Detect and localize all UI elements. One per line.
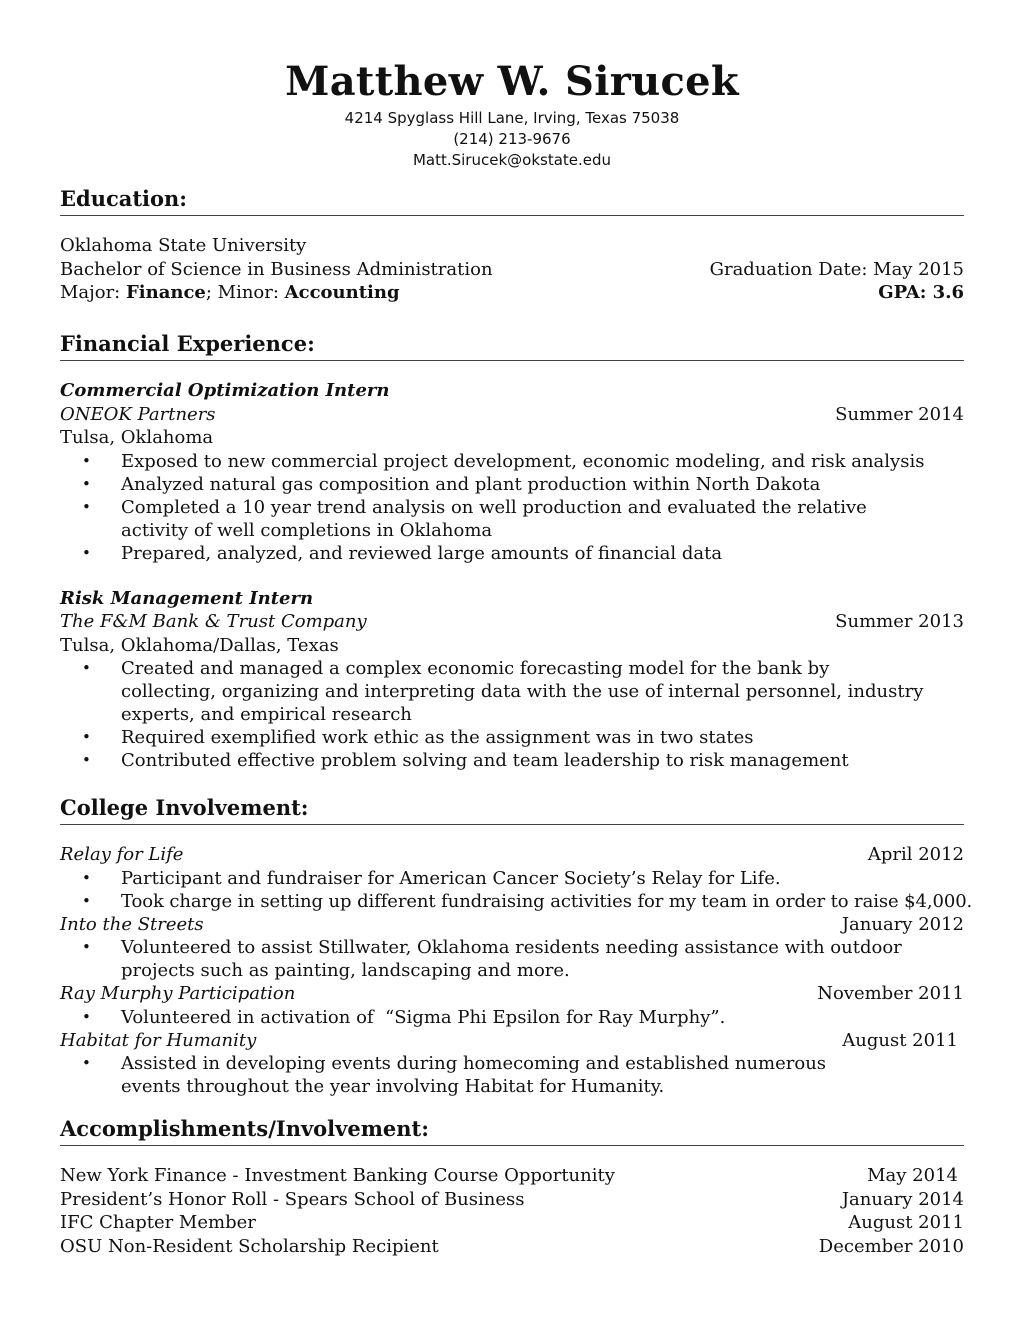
- job-date: Summer 2014: [835, 403, 964, 425]
- job-entry: [60, 587, 964, 773]
- list-item: • Analyzed natural gas composition and plant production within North Dakota: [60, 473, 964, 496]
- list-item: • Assisted in developing events during homecoming and established numerous events throughout the year involving Habitat for Humanity.: [60, 1052, 964, 1098]
- list-item: • Participant and fundraiser for American Cancer Society’s Relay for Life.: [60, 867, 964, 890]
- job-company-row: [60, 610, 964, 634]
- job-date: Summer 2013: [835, 611, 964, 632]
- job-title: Commercial Optimization Intern: [60, 380, 390, 401]
- accomplishment-name: New York Finance - Investment Banking Course Opportunity: [60, 1165, 615, 1186]
- accomplishments-heading: Accomplishments/Involvement:: [60, 1115, 964, 1146]
- activity-row: [60, 982, 964, 1006]
- accomplishment-date: August 2011: [848, 1212, 964, 1233]
- school-name: Oklahoma State University: [60, 235, 307, 256]
- accomplishment-date: December 2010: [818, 1235, 964, 1257]
- accomplishments-section: [60, 1115, 964, 1258]
- college-section: [60, 794, 973, 1098]
- minor-label: ; Minor:: [205, 282, 285, 303]
- accomplishment-row: [60, 1211, 964, 1235]
- resume-header: [0, 56, 1024, 171]
- job-title: Risk Management Intern: [60, 587, 314, 609]
- activity-date: November 2011: [817, 983, 964, 1004]
- minor: Accounting: [284, 282, 400, 303]
- activity-bullets: [60, 867, 973, 913]
- degree: Bachelor of Science in Business Administration: [60, 258, 493, 280]
- gpa: GPA: 3.6: [878, 282, 964, 303]
- degree-row: [60, 258, 964, 282]
- accomplishment-row: [60, 1235, 964, 1259]
- activity-row: [60, 1029, 964, 1053]
- address: 4214 Spyglass Hill Lane, Irving, Texas 75038: [344, 109, 680, 127]
- accomplishment-row: [60, 1164, 964, 1188]
- major-minor: [60, 281, 400, 305]
- education-heading: Education:: [60, 185, 964, 216]
- education-section: [60, 185, 964, 305]
- list-item: • Created and managed a complex economic forecasting model for the bank by collecting, organizing and interpreting data with the use of internal personnel, industry experts, and empirical research: [60, 657, 964, 726]
- spacer: [60, 565, 964, 587]
- activity-date: August 2011: [842, 1029, 958, 1051]
- list-item: • Took charge in setting up different fundraising activities for my team in order to raise $4,000.: [60, 890, 964, 913]
- activity-date: April 2012: [867, 844, 964, 865]
- experience-heading: Financial Experience:: [60, 330, 964, 361]
- college-heading: College Involvement:: [60, 794, 964, 825]
- list-item: • Volunteered in activation of “Sigma Phi Epsilon for Ray Murphy”.: [60, 1006, 964, 1029]
- accomplishment-name: President’s Honor Roll - Spears School of Business: [60, 1188, 525, 1210]
- job-location: Tulsa, Oklahoma/Dallas, Texas: [60, 634, 339, 656]
- major: Finance: [125, 282, 206, 303]
- activity-date: January 2012: [841, 913, 964, 935]
- activity-bullets: [60, 936, 964, 982]
- phone: (214) 213-9676: [453, 130, 571, 148]
- accomplishment-date: January 2014: [841, 1188, 964, 1210]
- accomplishment-name: IFC Chapter Member: [60, 1212, 256, 1233]
- accomplishment-name: OSU Non-Resident Scholarship Recipient: [60, 1235, 439, 1257]
- accomplishment-date: May 2014: [867, 1165, 958, 1186]
- activity-name: Relay for Life: [60, 844, 184, 865]
- email: Matt.Sirucek@okstate.edu: [412, 151, 612, 169]
- job-company: ONEOK Partners: [60, 403, 216, 425]
- list-item: • Volunteered to assist Stillwater, Oklahoma residents needing assistance with outdoor projects such as painting, landscaping and more.: [60, 936, 964, 982]
- job-location: Tulsa, Oklahoma: [60, 427, 214, 448]
- list-item: • Prepared, analyzed, and reviewed large amounts of financial data: [60, 542, 964, 565]
- activity-name: Into the Streets: [60, 913, 204, 935]
- list-item: • Completed a 10 year trend analysis on well production and evaluated the relative activity of well completions in Oklahoma: [60, 496, 964, 542]
- job-entry: [60, 379, 964, 565]
- major-row: [60, 281, 964, 305]
- activity-bullets: [60, 1006, 964, 1029]
- activity-row: [60, 913, 964, 937]
- activity-bullets: [60, 1052, 964, 1098]
- major-label: Major:: [60, 282, 126, 303]
- graduation-date: Graduation Date: May 2015: [709, 258, 964, 280]
- list-item: • Contributed effective problem solving and team leadership to risk management: [60, 749, 964, 772]
- experience-section: [60, 330, 964, 772]
- job-company: The F&M Bank & Trust Company: [60, 611, 367, 632]
- job-company-row: [60, 403, 964, 427]
- job-bullets: [60, 450, 964, 565]
- list-item: • Exposed to new commercial project development, economic modeling, and risk analysis: [60, 450, 964, 473]
- list-item: • Required exemplified work ethic as the assignment was in two states: [60, 726, 964, 749]
- activity-name: Ray Murphy Participation: [60, 983, 296, 1004]
- accomplishment-row: [60, 1188, 964, 1212]
- job-bullets: [60, 657, 964, 772]
- candidate-name: Matthew W. Sirucek: [285, 58, 739, 105]
- activity-name: Habitat for Humanity: [60, 1029, 257, 1051]
- activity-row: [60, 843, 964, 867]
